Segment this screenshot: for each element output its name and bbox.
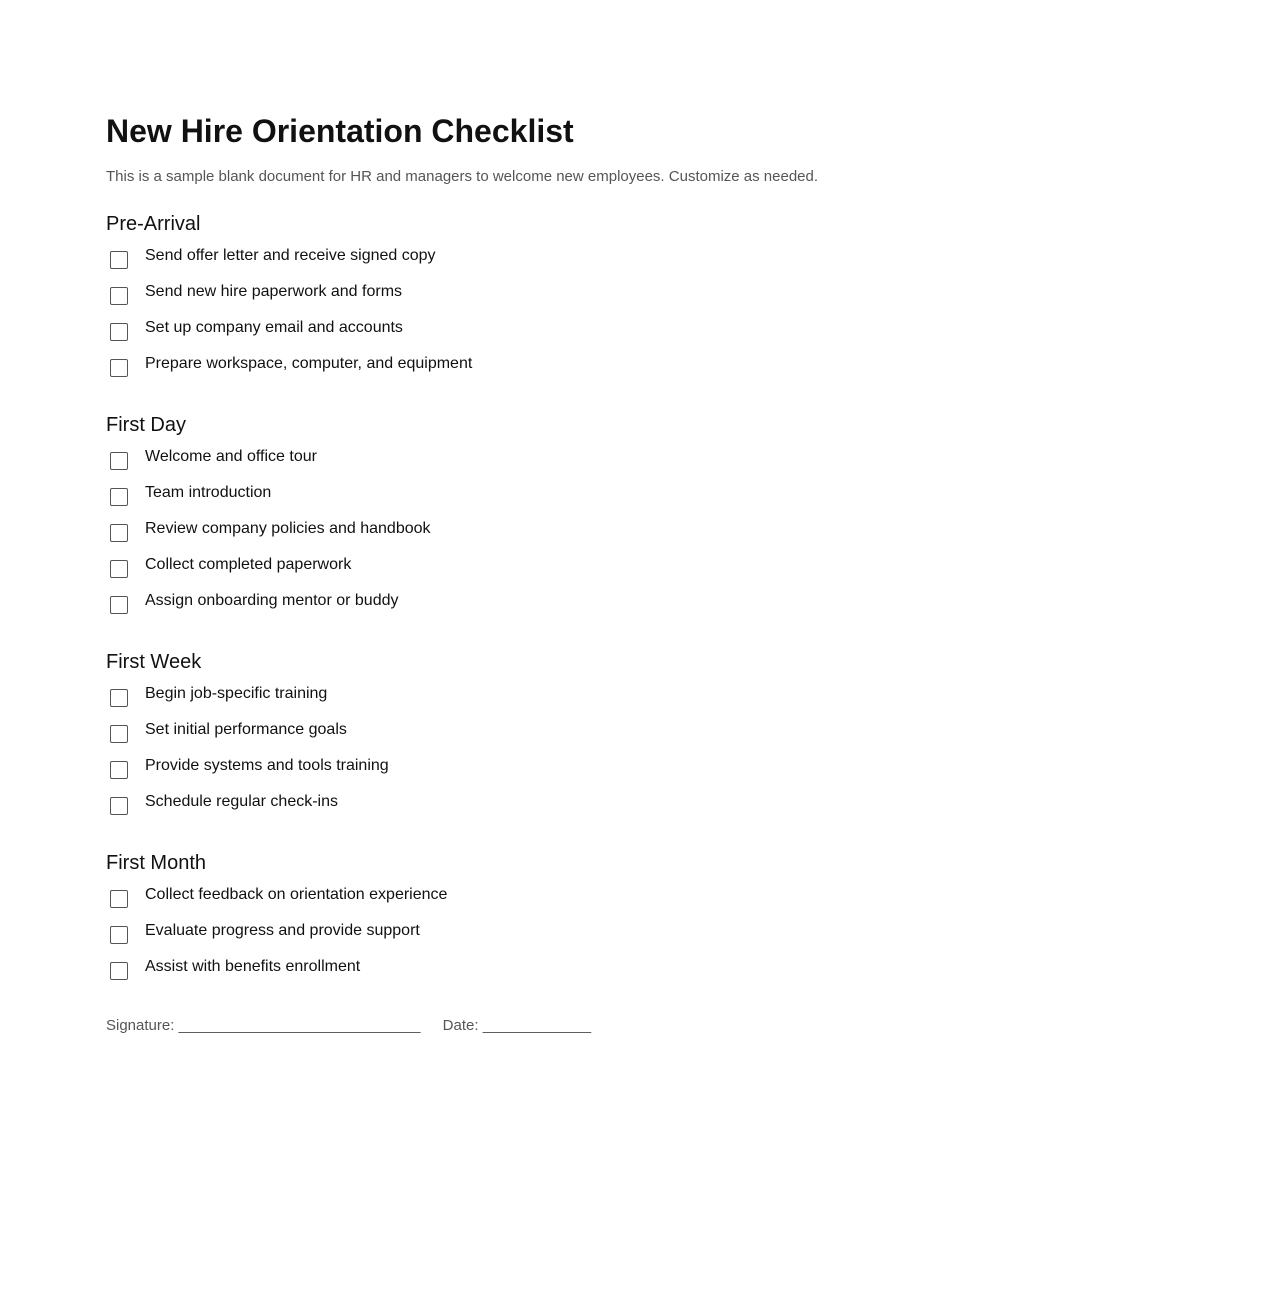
section-heading: First Week xyxy=(106,651,202,673)
checklist-item xyxy=(106,281,403,317)
section-first-month xyxy=(106,851,448,992)
checklist-item-label: Send new hire paperwork and forms xyxy=(145,283,403,300)
signature-field[interactable] xyxy=(106,1017,421,1035)
checklist-item xyxy=(106,920,420,956)
checkbox[interactable] xyxy=(110,323,128,341)
checklist-item-label: Send offer letter and receive signed copy xyxy=(145,247,436,264)
checkbox[interactable] xyxy=(110,596,128,614)
checkbox[interactable] xyxy=(110,926,128,944)
signature-line: _____________________________ xyxy=(178,1017,421,1034)
checklist-item xyxy=(106,353,473,389)
checklist-item-label: Assist with benefits enrollment xyxy=(145,958,361,975)
checkbox[interactable] xyxy=(110,287,128,305)
checklist-item xyxy=(106,446,317,482)
checkbox[interactable] xyxy=(110,524,128,542)
checklist-item-label: Review company policies and handbook xyxy=(145,520,431,537)
checklist-item-label: Set initial performance goals xyxy=(145,721,347,738)
checklist-item xyxy=(106,683,328,719)
checklist-item xyxy=(106,554,352,590)
checklist xyxy=(106,884,448,992)
checklist xyxy=(106,245,473,389)
checkbox[interactable] xyxy=(110,689,128,707)
checklist-item xyxy=(106,518,431,554)
checkbox[interactable] xyxy=(110,890,128,908)
date-label: Date: xyxy=(442,1017,479,1034)
section-first-week xyxy=(106,650,389,827)
section-heading: First Month xyxy=(106,852,207,874)
checklist-item-label: Evaluate progress and provide support xyxy=(145,922,420,939)
checklist-item xyxy=(106,245,436,281)
checklist-item xyxy=(106,791,338,827)
page-subtitle: This is a sample blank document for HR and managers to welcome new employees. Customize as needed. xyxy=(106,168,819,185)
checkbox[interactable] xyxy=(110,962,128,980)
checklist-item-label: Schedule regular check-ins xyxy=(145,793,338,810)
checklist-item-label: Collect completed paperwork xyxy=(145,556,352,573)
signature-row xyxy=(106,1017,591,1035)
checkbox[interactable] xyxy=(110,725,128,743)
checkbox[interactable] xyxy=(110,359,128,377)
checklist-item xyxy=(106,884,448,920)
checklist-item xyxy=(106,590,399,626)
checklist-item xyxy=(106,755,389,791)
checklist-item-label: Assign onboarding mentor or buddy xyxy=(145,592,399,609)
section-pre-arrival xyxy=(106,212,473,389)
checklist xyxy=(106,446,431,626)
checklist-item xyxy=(106,482,272,518)
checklist-item-label: Collect feedback on orientation experience xyxy=(145,886,448,903)
signature-label: Signature: xyxy=(106,1017,175,1034)
checklist-item xyxy=(106,719,347,755)
date-line: _____________ xyxy=(482,1017,592,1034)
checklist xyxy=(106,683,389,827)
section-heading: Pre-Arrival xyxy=(106,213,201,235)
checkbox[interactable] xyxy=(110,488,128,506)
section-first-day xyxy=(106,413,431,626)
checklist-item xyxy=(106,317,403,353)
checklist-item-label: Begin job-specific training xyxy=(145,685,328,702)
checklist-item xyxy=(106,956,361,992)
page-title: New Hire Orientation Checklist xyxy=(106,113,574,149)
section-heading: First Day xyxy=(106,414,186,436)
checkbox[interactable] xyxy=(110,761,128,779)
checklist-item-label: Team introduction xyxy=(145,484,272,501)
checklist-item-label: Prepare workspace, computer, and equipment xyxy=(145,355,473,372)
checkbox[interactable] xyxy=(110,251,128,269)
checkbox[interactable] xyxy=(110,560,128,578)
checklist-item-label: Provide systems and tools training xyxy=(145,757,389,774)
checklist-item-label: Welcome and office tour xyxy=(145,448,317,465)
checklist-item-label: Set up company email and accounts xyxy=(145,319,403,336)
checkbox[interactable] xyxy=(110,797,128,815)
checkbox[interactable] xyxy=(110,452,128,470)
date-field[interactable] xyxy=(443,1017,591,1035)
